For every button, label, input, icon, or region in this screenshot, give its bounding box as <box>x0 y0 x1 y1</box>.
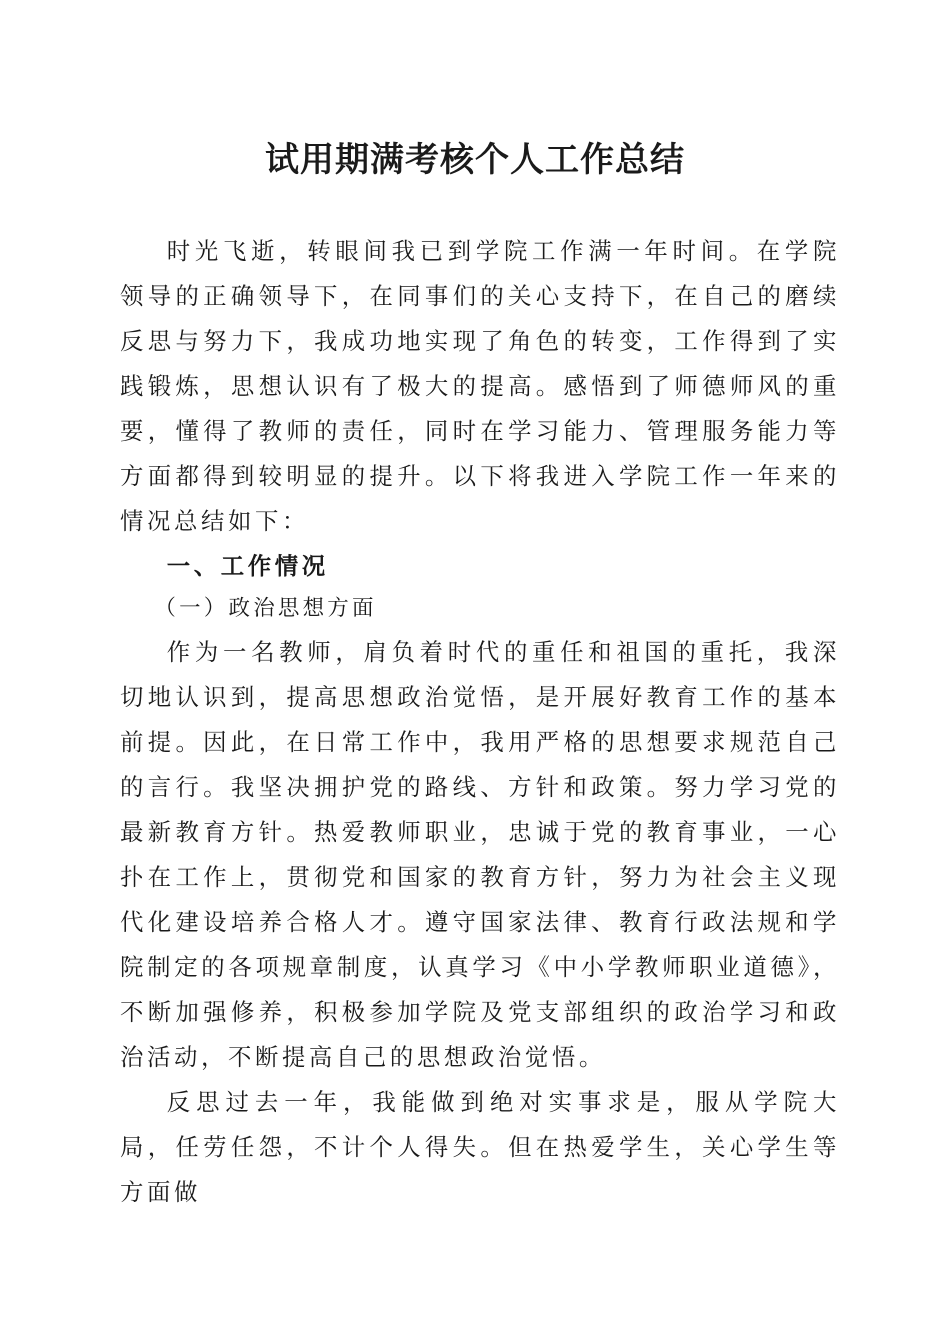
section-heading-work: 一、工作情况 <box>166 552 329 580</box>
document-body <box>120 229 840 1215</box>
reflection-paragraph: 反思过去一年，我能做到绝对实事求是，服从学院大局，任劳任怨，不计个人得失。但在热爱学生，关心学生等方面做 <box>120 1088 840 1206</box>
political-paragraph: 作为一名教师，肩负着时代的重任和祖国的重托，我深切地认识到，提高思想政治觉悟，是开展好教育工作的基本前提。因此，在日常工作中，我用严格的思想要求规范自己的言行。我坚决拥护党的路线、方针和政策。努力学习党的最新教育方针。热爱教师职业，忠诚于党的教育事业，一心扑在工作上，贯彻党和国家的教育方针，努力为社会主义现代化建设培养合格人才。遵守国家法律、教育行政法规和学院制定的各项规章制度，认真学习《中小学教师职业道德》，不断加强修养，积极参加学院及党支部组织的政治学习和政治活动，不断提高自己的思想政治觉悟。 <box>120 638 840 1071</box>
intro-paragraph: 时光飞逝，转眼间我已到学院工作满一年时间。在学院领导的正确领导下，在同事们的关心支持下，在自己的磨续反思与努力下，我成功地实现了角色的转变，工作得到了实践锻炼，思想认识有了极大的提高。感悟到了师德师风的重要，懂得了教师的责任，同时在学习能力、管理服务能力等方面都得到较明显的提升。以下将我进入学院工作一年来的情况总结如下： <box>120 237 840 535</box>
document-title: 试用期满考核个人工作总结 <box>265 140 685 180</box>
subsection-heading-political: （一）政治思想方面 <box>154 596 377 621</box>
